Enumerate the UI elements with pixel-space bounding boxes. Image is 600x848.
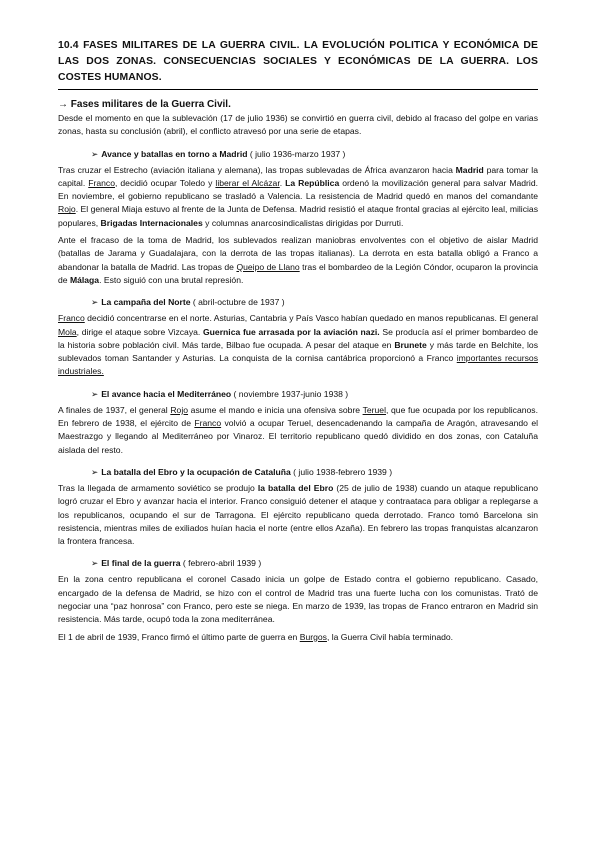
madrid-paragraph-2: Ante el fracaso de la toma de Madrid, los sublevados realizan maniobras envolventes con el objetivo de aislar Madrid (batallas de Jarama y Guadalajara, con la derrota de las tropas italianas). La derrota en esta batalla obligó a Franco a abandonar la batalla de Madrid. Las tropas de Queipo de Llano tras el bombardeo de la Legión Cóndor, ocuparon la provincia de Málaga. Esto siguió con una brutal represión. — [58, 235, 538, 285]
arrow-bullet-icon: ➢ — [91, 558, 99, 569]
arrow-bullet-icon: ➢ — [91, 297, 99, 308]
subsection-heading-madrid: ➢ Avance y batallas en torno a Madrid ( julio 1936-marzo 1937 ) — [91, 148, 346, 159]
ebro-paragraph: Tras la llegada de armamento soviético se produjo la batalla del Ebro (25 de julio de 1938) cuando un ataque republicano logró cruzar el Ebro y avanzar hacia el interior. Franco consiguió detener el ataque y contraataca para obligar a replegarse a los republicanos, ocupando el sur de Tarragona. El ejército republicano queda derrotado. Franco tomó Barcelona sin resistencia, mientras miles de exiliados huían hacia el norte (entre ellos Azaña). En febrero las tropas franquistas alcanzaron la frontera francesa. — [58, 482, 539, 547]
arrow-bullet-icon: ➢ — [91, 148, 99, 159]
arrow-bullet-icon: ➢ — [91, 388, 99, 399]
subsection-heading-mediterraneo: ➢ El avance hacia el Mediterráneo ( noviembre 1937-junio 1938 ) — [91, 388, 349, 399]
final-paragraph-2: El 1 de abril de 1939, Franco firmó el último parte de guerra en Burgos, la Guerra Civil había terminado. — [58, 631, 454, 642]
subsection-heading-norte: ➢ La campaña del Norte ( abril-octubre de 1937 ) — [91, 297, 285, 308]
mediterraneo-paragraph: A finales de 1937, el general Rojo asume el mando e inicia una ofensiva sobre Teruel, que fue ocupada por los republicanos. En febrero de 1938, el ejército de Franco volvió a ocupar Teruel, desencadenando la campaña de Aragón, atravesando el Maestrazgo y llegando al Mediterráneo por Vinaroz. El territorio republicano quedó dividido en dos zonas, con Cataluña aislada del resto. — [58, 404, 539, 455]
document-page — [58, 38, 538, 648]
final-paragraph-1: En la zona centro republicana el coronel Casado inicia un golpe de Estado contra el gobierno republicano. Casado, encargado de la defensa de Madrid, se hizo con el control de Madrid tras una fuerte lucha con los comunistas. Trató de negociar una “paz honrosa” con Franco, pero este se niega. En marzo de 1939, las tropas de Franco entraron en Madrid sin resistencia. Más tarde, ocupó toda la zona mediterránea. — [58, 574, 538, 625]
subsection-heading-final: ➢ El final de la guerra ( febrero-abril 1939 ) — [91, 558, 262, 569]
arrow-bullet-icon: ➢ — [91, 466, 99, 477]
intro-paragraph: Desde el momento en que la sublevación (17 de julio 1936) se convirtió en guerra civil, debido al fracaso del golpe en varias zonas, hasta su conclusión (abril), el conflicto atravesó por una serie de etapas. — [58, 113, 538, 137]
section-heading-fases: → Fases militares de la Guerra Civil. — [58, 99, 231, 110]
madrid-paragraph-1: Tras cruzar el Estrecho (aviación italiana y alemana), las tropas sublevadas de África avanzaron hacia Madrid para tomar la capital. Franco, decidió ocupar Toledo y liberar el Alcázar. La República ordenó la movilización general para salvar Madrid. En noviembre, el gobierno republicano se trasladó a Valencia. La resistencia de Madrid quedó en manos del comandante Rojo. El general Miaja estuvo al frente de la Junta de Defensa. Madrid resistió el ataque frontal gracias al ejército leal, milicias populares, Brigadas Internacionales y columnas anarcosindicalistas dirigidas por Durruti. — [58, 164, 538, 228]
norte-paragraph: Franco decidió concentrarse en el norte. Asturias, Cantabria y País Vasco habían quedado en manos republicanas. El general Mola, dirige el ataque sobre Vizcaya. Guernica fue arrasada por la aviación nazi. Se producía así el primer bombardeo de la historia sobre población civil. Más tarde, Bilbao fue ocupada. A pesar del ataque en Brunete y más tarde en Belchite, los sublevados toman Santander y Asturias. La conquista de la cornisa cantábrica proporcionó a Franco importantes recursos industriales. — [58, 313, 539, 377]
document-title: 10.4 FASES MILITARES DE LA GUERRA CIVIL. LA EVOLUCIÓN POLITICA Y ECONÓMICA DE LAS DOS ZONAS. CONSECUENCIAS SOCIALES Y ECONÓMICAS DE LA GUERRA. LOS COSTES HUMANOS. — [58, 38, 538, 90]
subsection-heading-ebro: ➢ La batalla del Ebro y la ocupación de Cataluña ( julio 1938-febrero 1939 ) — [91, 466, 393, 477]
